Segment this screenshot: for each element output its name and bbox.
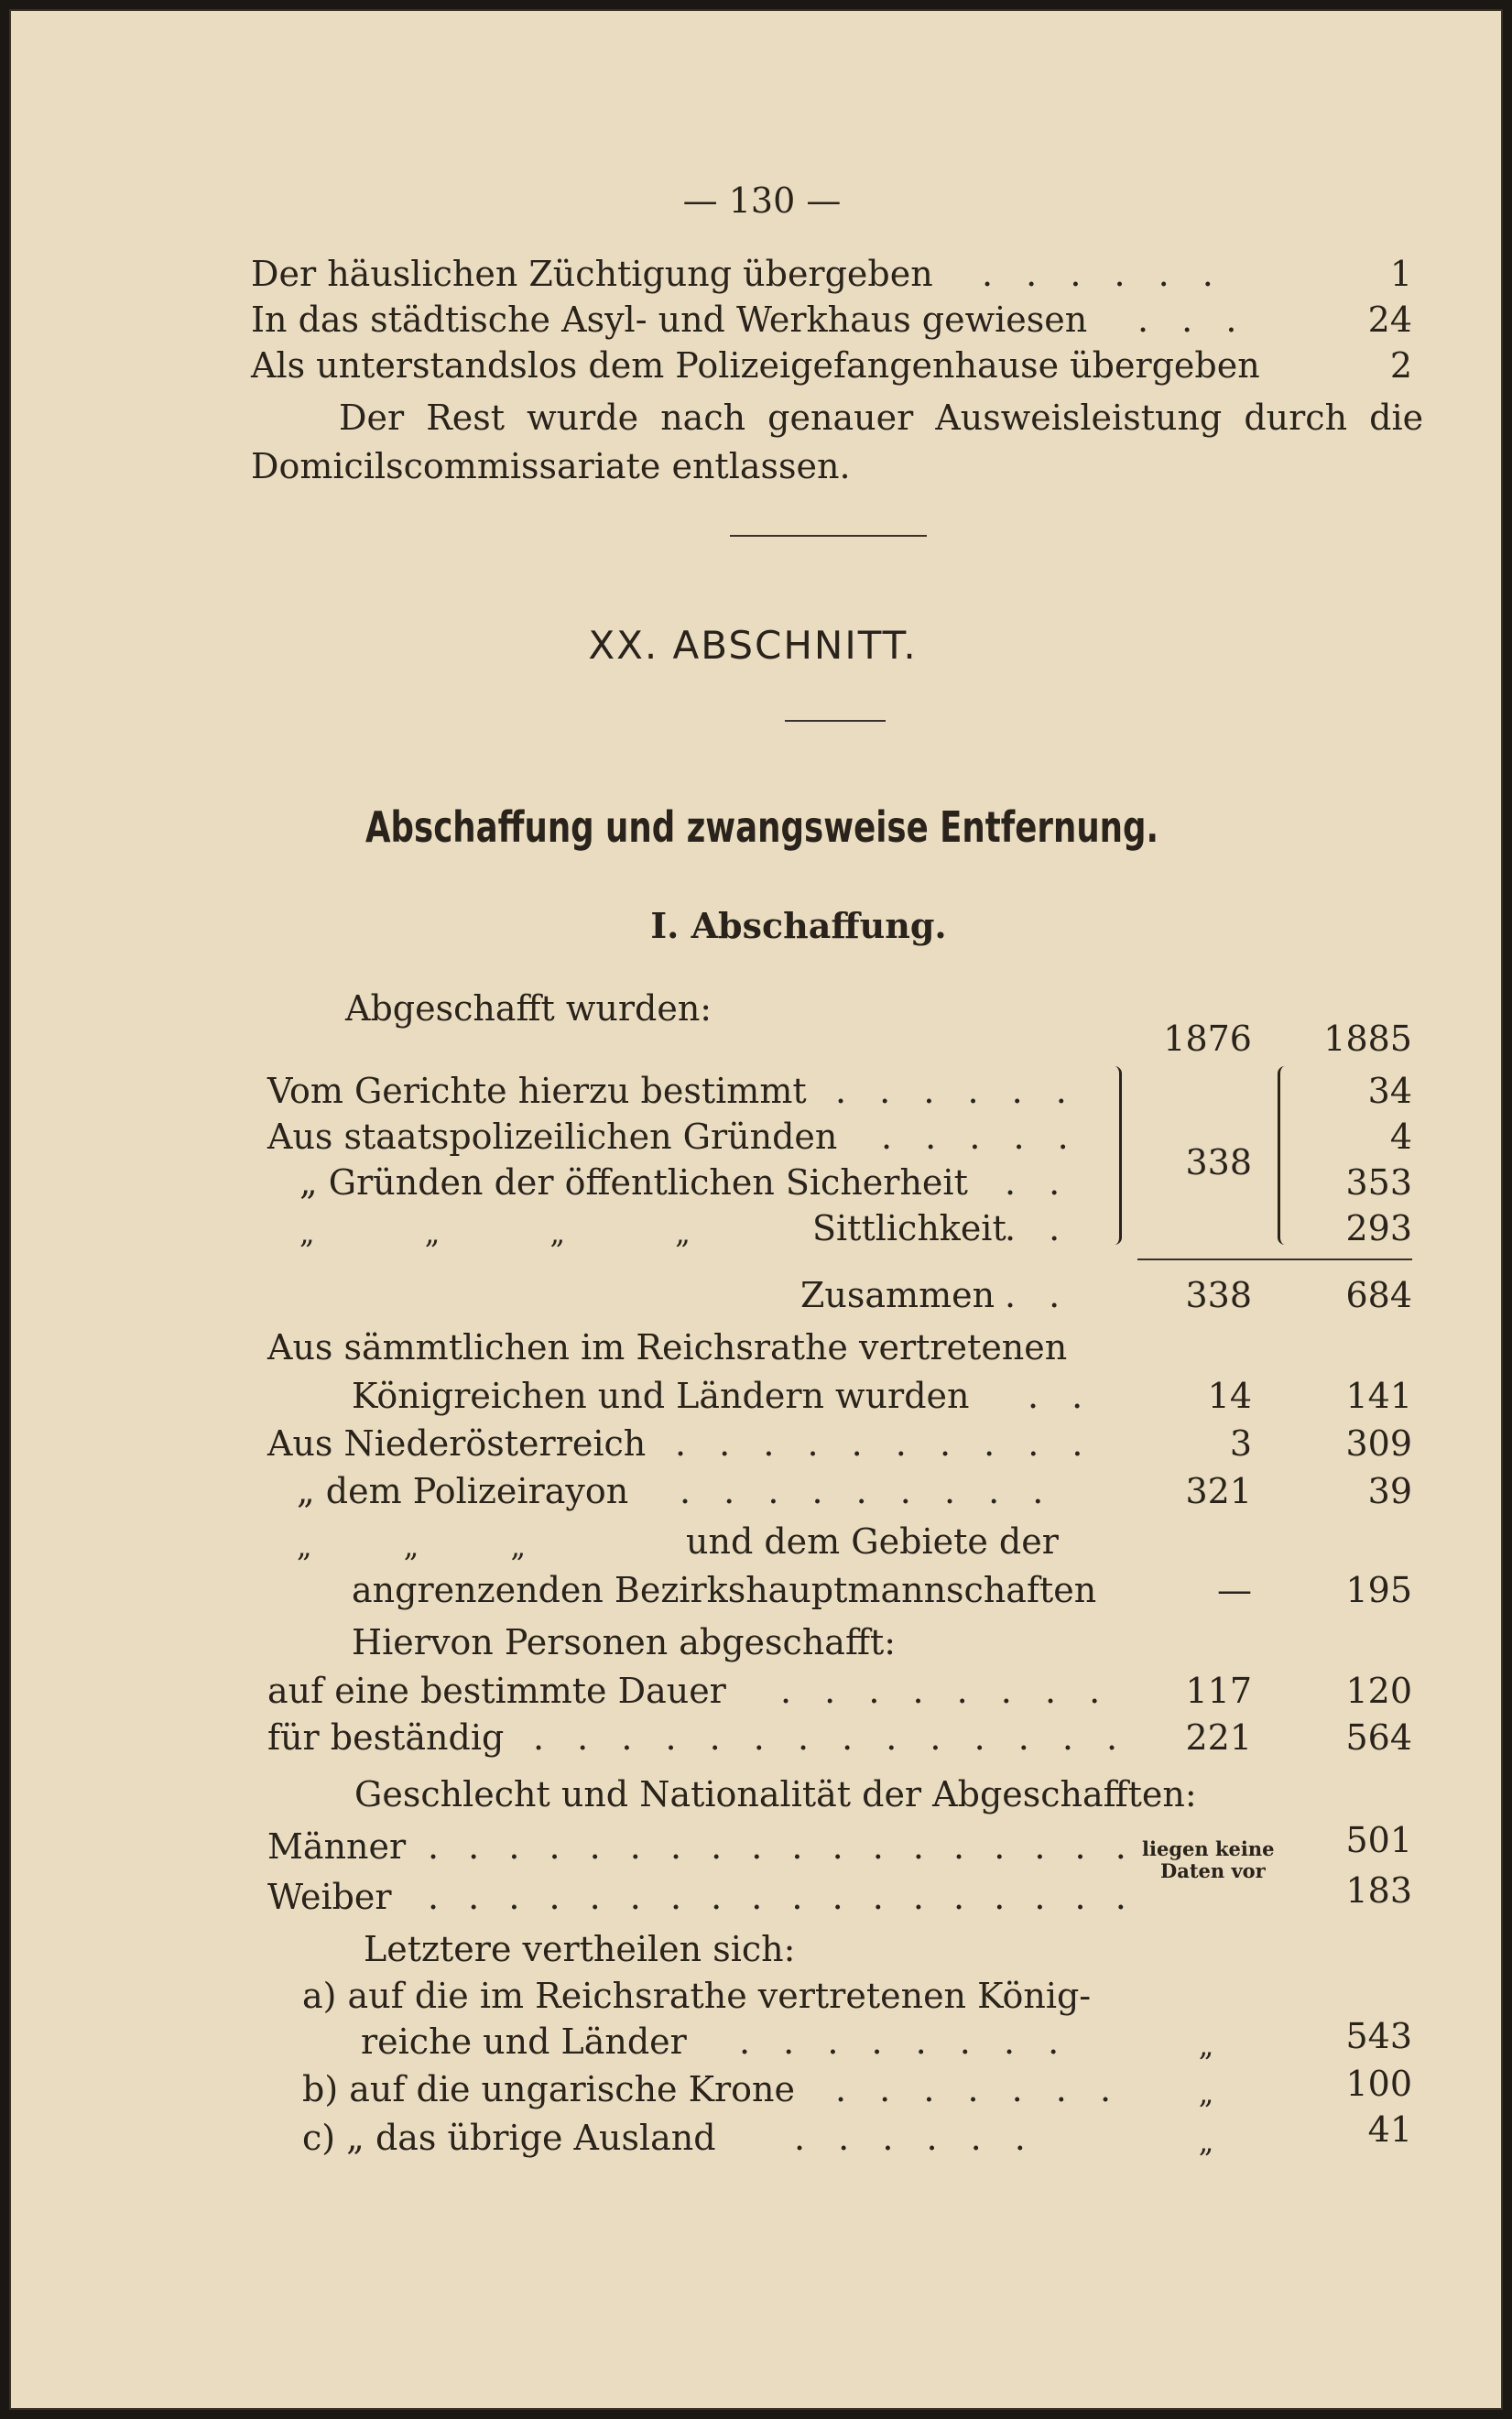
table-row-label: für beständig (267, 1717, 505, 1758)
line-value: 24 (1367, 300, 1412, 340)
leader-dots: . . . . . (881, 1117, 1080, 1157)
table-cell-1876: 3 (1229, 1423, 1252, 1464)
table-section-label: Geschlecht und Nationalität der Abgeschafften: (354, 1774, 1197, 1814)
table-row-label: b) auf die ungarische Krone (302, 2069, 796, 2109)
leader-dots: . . . . . . . . (780, 1671, 1112, 1711)
leader-dots: . . (1005, 1208, 1071, 1248)
table-row-label: Weiber (267, 1877, 392, 1917)
total-1885: 684 (1345, 1275, 1412, 1315)
table-row-label: Sittlichkeit (812, 1208, 1006, 1248)
table-cell-1885: 141 (1345, 1376, 1412, 1416)
ditto-cell: „ (1198, 2076, 1214, 2110)
table-cell-1885: 4 (1389, 1117, 1412, 1157)
table-row-label: auf eine bestimmte Dauer (267, 1671, 726, 1711)
leader-dots: . . . . . . . . (739, 2021, 1071, 2062)
leader-dots: . . . . . . . (835, 2069, 1123, 2109)
table-row-label: „ Gründen der öffentlichen Sicherheit (299, 1162, 968, 1203)
table-row-label: reiche und Länder (361, 2021, 687, 2062)
paragraph-line: Domicilscommissariate entlassen. (251, 446, 851, 486)
paragraph-line: Der Rest wurde nach genauer Ausweisleistung durch die (339, 398, 1424, 438)
section-heading: XX. ABSCHNITT. (588, 623, 918, 668)
table-row-label: a) auf die im Reichsrathe vertretenen König- (302, 1976, 1092, 2016)
table-section-label: Hiervon Personen abgeschafft: (352, 1622, 897, 1662)
leader-dots: . . (1028, 1376, 1094, 1416)
table-section-label: Letztere vertheilen sich: (364, 1929, 796, 1969)
group-value-1876: 338 (1185, 1142, 1252, 1182)
table-row-label: angrenzenden Bezirkshauptmannschaften (352, 1570, 1097, 1610)
table-cell-1885: 100 (1345, 2064, 1412, 2104)
table-row-label: „ dem Polizeirayon (297, 1471, 629, 1511)
table-cell-1885: 34 (1367, 1071, 1412, 1111)
ditto-marks: „ „ „ (297, 1529, 527, 1564)
table-cell-1885: 501 (1345, 1820, 1412, 1860)
document-page (9, 9, 1503, 2410)
total-1876: 338 (1185, 1275, 1252, 1315)
table-row-label: c) „ das übrige Ausland (302, 2118, 716, 2158)
table-row-label: Aus Niederösterreich (267, 1423, 647, 1464)
right-brace (1110, 1066, 1122, 1245)
text-line: Der häuslichen Züchtigung übergeben (251, 254, 933, 294)
leader-dots: . . . . . . (794, 2118, 1037, 2158)
year-header-1876: 1876 (1163, 1019, 1252, 1059)
leader-dots: . . . . . . . . . (680, 1471, 1055, 1511)
table-cell-1885: 564 (1345, 1717, 1412, 1758)
table-cell-1876: — (1217, 1570, 1252, 1610)
table-cell-1885: 353 (1345, 1162, 1412, 1203)
table-intro: Abgeschafft wurden: (345, 988, 712, 1029)
table-row-label: Aus sämmtlichen im Reichsrathe vertretenen (267, 1327, 1068, 1367)
sum-rule (1137, 1259, 1412, 1260)
table-cell-1876: 117 (1185, 1671, 1252, 1711)
leader-dots: . . . . . . . . . . (675, 1423, 1094, 1464)
line-value: 1 (1389, 254, 1412, 294)
page-number: — 130 — (682, 180, 842, 221)
leader-dots: . . (1005, 1275, 1071, 1315)
text-line: In das städtische Asyl- und Werkhaus gewiesen (251, 300, 1088, 340)
leader-dots: . . . . . . . . . . . . . . (533, 1717, 1129, 1758)
table-row-label: Männer (267, 1826, 407, 1867)
leader-dots: . . . . . . (835, 1071, 1078, 1111)
table-cell-1885: 41 (1367, 2109, 1412, 2150)
main-title: Abschaffung und zwangsweise Entfernung. (364, 802, 1159, 852)
separator-rule (785, 720, 886, 722)
table-cell-1885: 195 (1345, 1570, 1412, 1610)
leader-dots: . . . . . . . . . . . . . . . . . . (428, 1826, 1136, 1867)
no-data-note: liegen keine (1142, 1837, 1275, 1860)
table-cell-1876: 221 (1185, 1717, 1252, 1758)
total-label: Zusammen (800, 1275, 995, 1315)
separator-rule (730, 535, 927, 537)
table-row-label: Königreichen und Ländern wurden (352, 1376, 970, 1416)
leader-dots: . . . . . . . . . . . . . . . . . . (428, 1877, 1136, 1917)
text-line: Als unterstandslos dem Polizeigefangenhause übergeben (251, 345, 1260, 386)
table-cell-1885: 183 (1345, 1870, 1412, 1911)
no-data-note: Daten vor (1160, 1859, 1266, 1882)
table-cell-1876: 14 (1207, 1376, 1252, 1416)
leader-dots: . . (1005, 1162, 1071, 1203)
ditto-marks: „ „ „ „ (299, 1215, 691, 1250)
left-brace (1278, 1066, 1289, 1245)
ditto-cell: „ (1198, 2124, 1214, 2159)
table-cell-1885: 293 (1345, 1208, 1412, 1248)
table-row-label: und dem Gebiete der (686, 1521, 1059, 1562)
year-header-1885: 1885 (1323, 1019, 1412, 1059)
table-row-label: Vom Gerichte hierzu bestimmt (267, 1071, 807, 1111)
table-cell-1885: 39 (1367, 1471, 1412, 1511)
table-cell-1885: 543 (1345, 2016, 1412, 2056)
line-value: 2 (1389, 345, 1412, 386)
table-row-label: Aus staatspolizeilichen Gründen (267, 1117, 838, 1157)
ditto-cell: „ (1198, 2028, 1214, 2063)
table-cell-1885: 309 (1345, 1423, 1412, 1464)
leader-dots: . . . (1137, 300, 1248, 340)
sub-title: I. Abschaffung. (650, 905, 947, 946)
leader-dots: . . . . . . (982, 254, 1224, 294)
table-cell-1876: 321 (1185, 1471, 1252, 1511)
table-cell-1885: 120 (1345, 1671, 1412, 1711)
